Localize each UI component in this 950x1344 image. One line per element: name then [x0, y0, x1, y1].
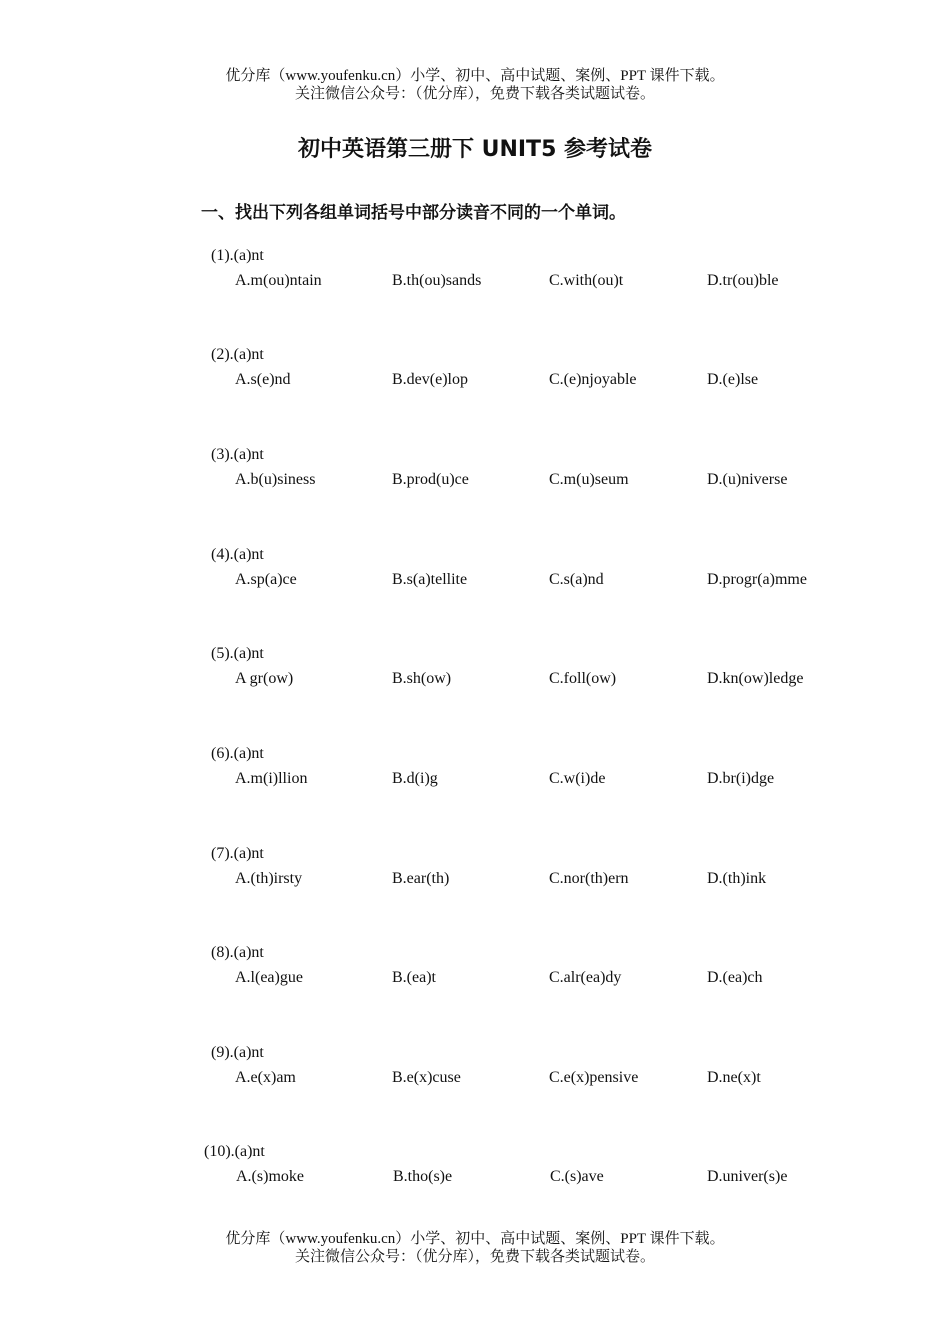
option-d: D.(u)niverse [707, 471, 788, 488]
section-heading: 一、找出下列各组单词括号中部分读音不同的一个单词。 [201, 203, 626, 223]
option-b: B.e(x)cuse [392, 1069, 461, 1086]
option-c: C.(e)njoyable [549, 371, 637, 388]
option-d: D.progr(a)mme [707, 571, 807, 588]
question-number: (7).(a)nt [211, 845, 264, 862]
question-item [0, 247, 950, 307]
option-d: D.ne(x)t [707, 1069, 761, 1086]
option-b: B.d(i)g [392, 770, 438, 787]
option-a: A.(th)irsty [235, 870, 303, 887]
option-c: C.m(u)seum [549, 471, 629, 488]
option-b: B.(ea)t [392, 969, 436, 986]
question-number: (9).(a)nt [211, 1044, 264, 1061]
option-c: C.alr(ea)dy [549, 969, 622, 986]
question-item [0, 745, 950, 805]
header-line-1: 优分库（www.youfenku.cn）小学、初中、高中试题、案例、PPT 课件下载。 [225, 68, 725, 84]
question-number: (1).(a)nt [211, 247, 264, 264]
option-c: C.nor(th)ern [549, 870, 629, 887]
option-a: A.e(x)am [235, 1069, 296, 1086]
option-a: A.m(i)llion [235, 770, 308, 787]
option-a: A.b(u)siness [235, 471, 316, 488]
option-d: D.(ea)ch [707, 969, 763, 986]
option-c: C.(s)ave [550, 1168, 604, 1185]
question-number: (2).(a)nt [211, 346, 264, 363]
question-number: (5).(a)nt [211, 645, 264, 662]
option-a: A.s(e)nd [235, 371, 291, 388]
option-a: A.l(ea)gue [235, 969, 303, 986]
question-item [0, 645, 950, 705]
question-item [0, 446, 950, 506]
question-item [0, 546, 950, 606]
question-number: (3).(a)nt [211, 446, 264, 463]
option-d: D.br(i)dge [707, 770, 775, 787]
footer-line-2: 关注微信公众号：（优分库），免费下载各类试题试卷。 [294, 1249, 655, 1265]
page-footer [0, 1230, 950, 1266]
option-d: D.(e)lse [707, 371, 759, 388]
page-header [0, 67, 950, 103]
header-line-2: 关注微信公众号：（优分库），免费下载各类试题试卷。 [294, 86, 655, 102]
option-c: C.s(a)nd [549, 571, 604, 588]
option-d: D.kn(ow)ledge [707, 670, 804, 687]
option-b: B.s(a)tellite [392, 571, 468, 588]
option-b: B.th(ou)sands [392, 272, 482, 289]
option-b: B.ear(th) [392, 870, 450, 887]
option-a: A.sp(a)ce [235, 571, 297, 588]
question-number: (4).(a)nt [211, 546, 264, 563]
option-c: C.foll(ow) [549, 670, 617, 687]
question-item [0, 1044, 950, 1104]
option-c: C.w(i)de [549, 770, 606, 787]
question-item [0, 944, 950, 1004]
option-c: C.with(ou)t [549, 272, 624, 289]
option-a: A gr(ow) [235, 670, 294, 687]
option-d: D.tr(ou)ble [707, 272, 779, 289]
question-item [0, 845, 950, 905]
option-b: B.prod(u)ce [392, 471, 469, 488]
option-d: D.(th)ink [707, 870, 767, 887]
question-number: (8).(a)nt [211, 944, 264, 961]
option-b: B.dev(e)lop [392, 371, 468, 388]
document-title: 初中英语第三册下 UNIT5 参考试卷 [297, 137, 653, 162]
question-number: (6).(a)nt [211, 745, 264, 762]
question-item [0, 346, 950, 406]
question-item [0, 1143, 950, 1203]
option-b: B.tho(s)e [393, 1168, 453, 1185]
option-a: A.m(ou)ntain [235, 272, 322, 289]
option-b: B.sh(ow) [392, 670, 452, 687]
option-a: A.(s)moke [236, 1168, 304, 1185]
question-number: (10).(a)nt [204, 1143, 265, 1160]
option-d: D.univer(s)e [707, 1168, 788, 1185]
footer-line-1: 优分库（www.youfenku.cn）小学、初中、高中试题、案例、PPT 课件下载。 [225, 1231, 725, 1247]
option-c: C.e(x)pensive [549, 1069, 639, 1086]
